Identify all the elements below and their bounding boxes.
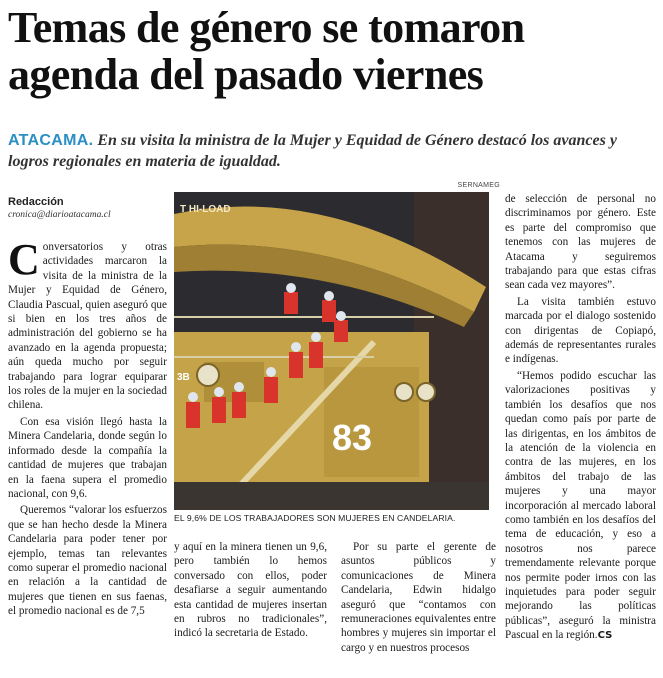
lede-kicker: ATACAMA. <box>8 132 94 149</box>
headline <box>8 4 658 98</box>
helmet <box>336 311 346 321</box>
dropcap: C <box>8 235 40 284</box>
byline-email: cronica@diarioatacama.cl <box>8 210 111 220</box>
ground <box>174 482 489 510</box>
worker <box>334 320 348 342</box>
worker <box>309 342 323 368</box>
worker <box>232 392 246 418</box>
article-photo <box>174 192 489 510</box>
helmet <box>291 342 301 352</box>
lede <box>8 130 658 172</box>
truck-label: T HI-LOAD <box>180 204 231 215</box>
paragraph-text: “Hemos podido escuchar las valorizaciones positivas y también los desafíos que nos quedan como país por parte de las dirigentas, en los ámbitos de la atención de la violencia en contra de las mujeres, en los ámbitos del trabajo de las mujeres y una mayor incorporación al mercado laboral como también en los desafíos del tema de educación, y eso a nosotros nos parece tremendamente relevante porque nos permite poder irnos con las inquietudes para poder seguir mejorando las políticas públicas”, aseguró la ministra Pascual en la región. <box>505 369 656 642</box>
worker <box>212 397 226 423</box>
helmet <box>266 367 276 377</box>
helmet <box>324 291 334 301</box>
headlight <box>417 383 435 401</box>
lede-text: En su visita la ministra de la Mujer y Equidad de Género destacó los avances y logros regionales en materia de igualdad. <box>8 132 617 170</box>
article-column-4 <box>505 192 656 646</box>
helmet <box>311 332 321 342</box>
paragraph <box>8 235 167 413</box>
worker <box>264 377 278 403</box>
end-mark: CS <box>597 630 613 642</box>
paragraph: Con esa visión llegó hasta la Minera Candelaria, donde según lo informado desde la compañía la cantidad de mujeres que trabajan en la faena supera el promedio nacional, con 9,6. <box>8 415 167 500</box>
headline-line-1: Temas de género se tomaron <box>8 3 525 52</box>
worker <box>284 292 298 314</box>
helmet <box>286 283 296 293</box>
paragraph: de selección de personal no discriminamos por género. Este es parte del compromiso que tenemos con las mujeres de Atacama y seguiremos trabajando para que estas cifras sean cada vez mayores”. <box>505 193 656 292</box>
paragraph: Queremos “valorar los esfuerzos que se han hecho desde la Minera Candelaria para poder tener por ejemplo, temas tan relevantes como superar el promedio nacional en relación a la cantidad de mujeres que tienen en sus faenas, el promedio nacional es de 7,5 <box>8 504 167 618</box>
paragraph: y aquí en la minera tienen un 9,6, pero también lo hemos conversado con ellos, poder desafiarse a seguir aumentando esta cantidad de mujeres insertan en rubros no tradicionales”, indicó la secretaria de Estado. <box>174 541 327 640</box>
article-column-3 <box>341 540 496 657</box>
article-column-2 <box>174 540 327 643</box>
mining-truck-illustration <box>174 192 489 510</box>
headlight <box>395 383 413 401</box>
worker <box>322 300 336 322</box>
truck-side-label: 3B <box>177 372 190 383</box>
headline-line-2: agenda del pasado viernes <box>8 50 484 99</box>
byline-author: Redacción <box>8 196 64 208</box>
photo-credit: SERNAMEG <box>457 182 500 189</box>
paragraph-text: onversatorios y otras actividades marcaron la visita de la ministra de la Mujer y Equidad de Género, Claudia Pascual, quien aseguró que si bien en los tres años de administración del gobierno se ha avanzado en la agenda propuesta; aún queda mucho por seguir trabajando para lograr equiparar los roles de la mujer en la sociedad chilena. <box>8 241 167 412</box>
headlight <box>197 364 219 386</box>
worker <box>186 402 200 428</box>
helmet <box>214 387 224 397</box>
worker <box>289 352 303 378</box>
truck-number: 83 <box>332 417 373 458</box>
photo-caption: EL 9,6% DE LOS TRABAJADORES SON MUJERES EN CANDELARIA. <box>174 513 456 523</box>
paragraph: Por su parte el gerente de asuntos públicos y comunicaciones de Minera Candelaria, Edwin hidalgo aseguró que “contamos con remuneraciones equivalentes entre hombres y mujeres sin importar el cargo y en nuestros procesos <box>341 541 496 654</box>
helmet <box>234 382 244 392</box>
paragraph: La visita también estuvo marcada por el dialogo sostenido con dirigentas de Copiapó, además de representantes rurales e indígenas. <box>505 295 656 366</box>
byline <box>8 196 111 220</box>
article-column-1 <box>8 235 167 621</box>
paragraph <box>505 369 656 644</box>
helmet <box>188 392 198 402</box>
